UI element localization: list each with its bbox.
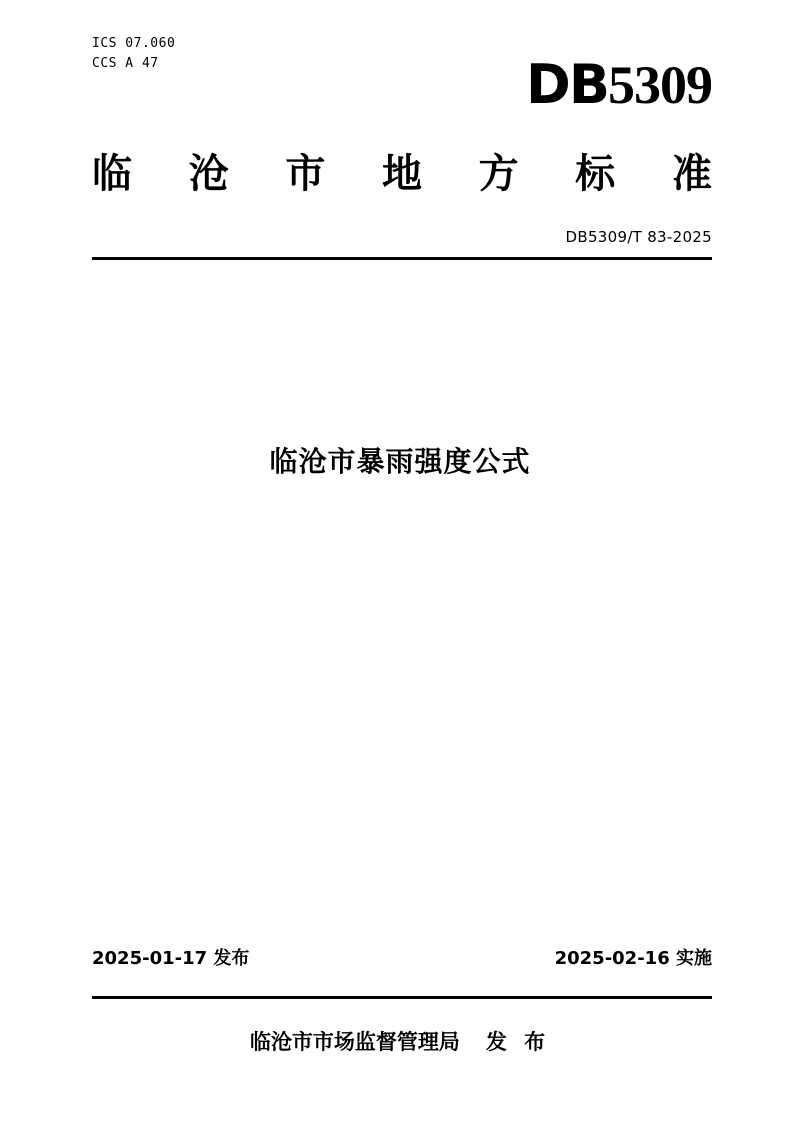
- footer-divider: [92, 996, 712, 999]
- date-row: [92, 944, 712, 970]
- title-char-3: 市: [285, 151, 326, 197]
- issue-date: 2025-01-17 发布: [92, 948, 250, 969]
- effective-date: 2025-02-16 实施: [554, 948, 712, 969]
- header-divider: [92, 257, 712, 260]
- document-title: 临沧市暴雨强度公式: [269, 445, 531, 478]
- classification-block: [92, 34, 175, 74]
- publisher-suffix: 发 布: [485, 1030, 551, 1054]
- ccs-code: CCS A 47: [92, 56, 159, 71]
- title-char-6: 标: [575, 151, 616, 197]
- title-char-4: 地: [381, 151, 422, 197]
- standard-code: DB5309/T 83-2025: [565, 228, 712, 246]
- title-char-1: 临: [92, 151, 132, 197]
- title-char-5: 方: [478, 151, 519, 197]
- ics-code: ICS 07.060: [92, 36, 176, 51]
- publisher-name: 临沧市市场监督管理局: [249, 1030, 460, 1054]
- title-char-2: 沧: [188, 151, 229, 197]
- title-char-7: 准: [671, 151, 712, 197]
- standard-type-title: [92, 148, 712, 200]
- db-prefix: DB: [526, 53, 608, 116]
- db-number: [526, 53, 712, 116]
- db-digits: 5309: [608, 55, 712, 115]
- publisher-line: [0, 1026, 800, 1056]
